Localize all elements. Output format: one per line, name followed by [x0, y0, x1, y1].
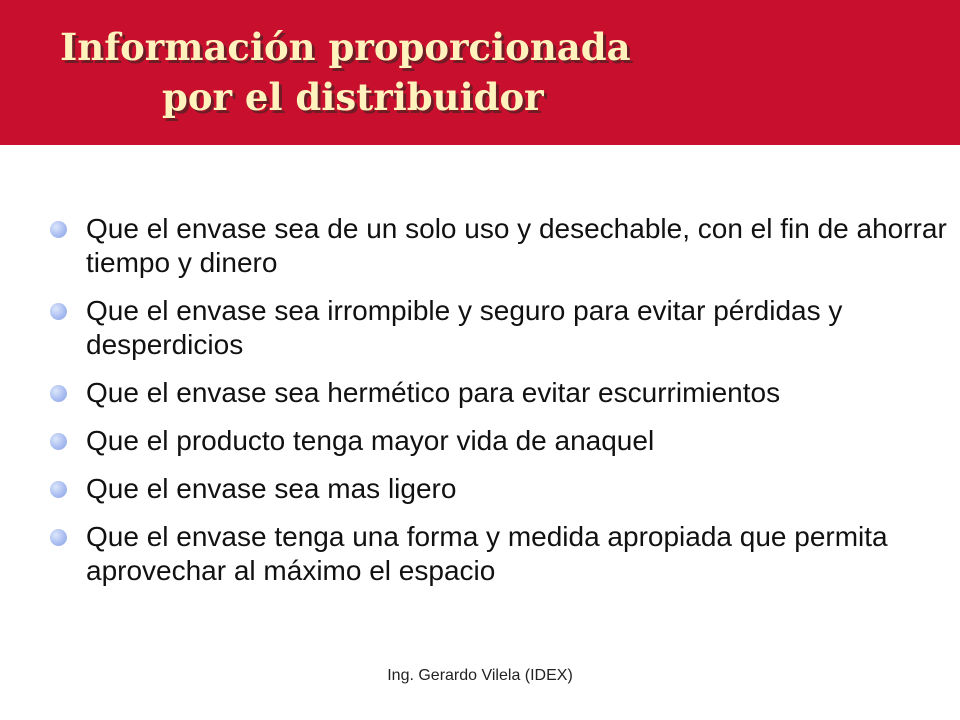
- title-line-1: Información proporcionada: [60, 25, 631, 69]
- bullet-text: Que el envase tenga una forma y medida apropiada que permita aprovechar al máximo el espacio: [86, 521, 888, 586]
- slide-title: [0, 22, 700, 122]
- bullet-text: Que el envase sea mas ligero: [86, 473, 457, 504]
- bullet-text: Que el envase sea de un solo uso y desechable, con el fin de ahorrar tiempo y dinero: [86, 213, 947, 278]
- bullet-text: Que el producto tenga mayor vida de anaquel: [86, 425, 655, 456]
- bullet-item: [50, 472, 950, 506]
- bullet-dot-icon: [50, 303, 67, 320]
- bullet-text: Que el envase sea irrompible y seguro para evitar pérdidas y desperdicios: [86, 295, 843, 360]
- bullet-dot-icon: [50, 385, 67, 402]
- bullet-dot-icon: [50, 433, 67, 450]
- bullet-list: [50, 212, 950, 602]
- bullet-text: Que el envase sea hermético para evitar escurrimientos: [86, 377, 781, 408]
- bullet-dot-icon: [50, 481, 67, 498]
- footer-author: Ing. Gerardo Vilela (IDEX): [387, 667, 573, 684]
- bullet-item: [50, 294, 950, 362]
- bullet-dot-icon: [50, 221, 67, 238]
- title-line-2: por el distribuidor: [162, 75, 544, 119]
- bullet-dot-icon: [50, 529, 67, 546]
- bullet-item: [50, 376, 950, 410]
- bullet-item: [50, 520, 950, 588]
- bullet-item: [50, 212, 950, 280]
- bullet-item: [50, 424, 950, 458]
